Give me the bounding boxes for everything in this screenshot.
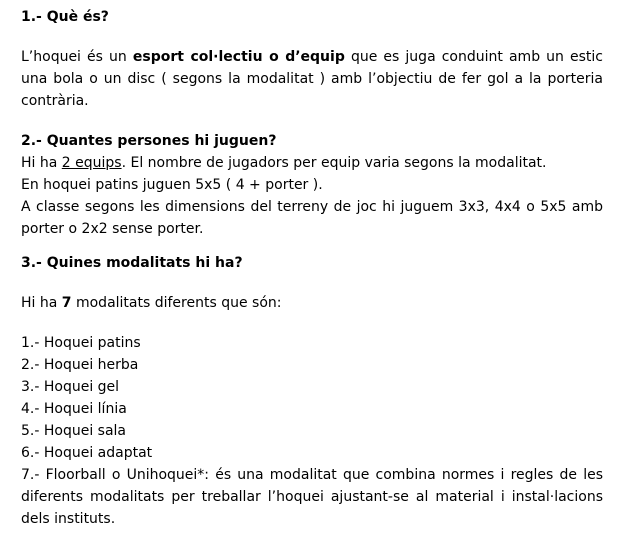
list-item: 6.- Hoquei adaptat (21, 445, 153, 461)
s2-text-c: . El nombre de jugadors per equip varia segons la modalitat. (121, 155, 547, 171)
list-item: 4.- Hoquei línia (21, 401, 127, 417)
s2-text-underlined: 2 equips (61, 155, 122, 171)
section-2-line-3: A classe segons les dimensions del terreny de joc hi juguem 3x3, 4x4 o 5x5 amb porter o 2x2 sense porter. (21, 199, 603, 237)
section-1-paragraph (21, 46, 603, 112)
list-item: 3.- Hoquei gel (21, 379, 120, 395)
list-item: 1.- Hoquei patins (21, 335, 141, 351)
modalities-list (21, 332, 603, 530)
list-item: 2.- Hoquei herba (21, 357, 139, 373)
s1-text-bold: esport col·lectiu o d’equip (132, 49, 345, 65)
section-2-line-1 (21, 152, 603, 174)
section-2-heading: 2.- Quantes persones hi juguen? (21, 133, 277, 149)
s3-intro-a: Hi ha (21, 295, 62, 311)
s3-intro-bold: 7 (61, 295, 72, 311)
s1-text-c: que es juga conduint amb un estic una bola o un disc ( segons la modalitat ) amb l’objectiu de fer gol a la porteria contrària. (21, 49, 603, 109)
section-3-heading: 3.- Quines modalitats hi ha? (21, 255, 243, 271)
s1-text-a: L’hoquei és un (21, 49, 133, 65)
s3-intro-c: modalitats diferents que són: (71, 295, 282, 311)
section-1-heading: 1.- Què és? (21, 9, 109, 25)
s2-text-a: Hi ha (21, 155, 62, 171)
section-2-line-2: En hoquei patins juguen 5x5 ( 4 + porter ). (21, 177, 323, 193)
list-item: 7.- Floorball o Unihoquei*: és una modalitat que combina normes i regles de les diferents modalitats per treballar l’hoquei ajustant-se al material i instal·lacions dels instituts. (21, 467, 603, 527)
list-item: 5.- Hoquei sala (21, 423, 127, 439)
section-3-intro (21, 292, 603, 314)
